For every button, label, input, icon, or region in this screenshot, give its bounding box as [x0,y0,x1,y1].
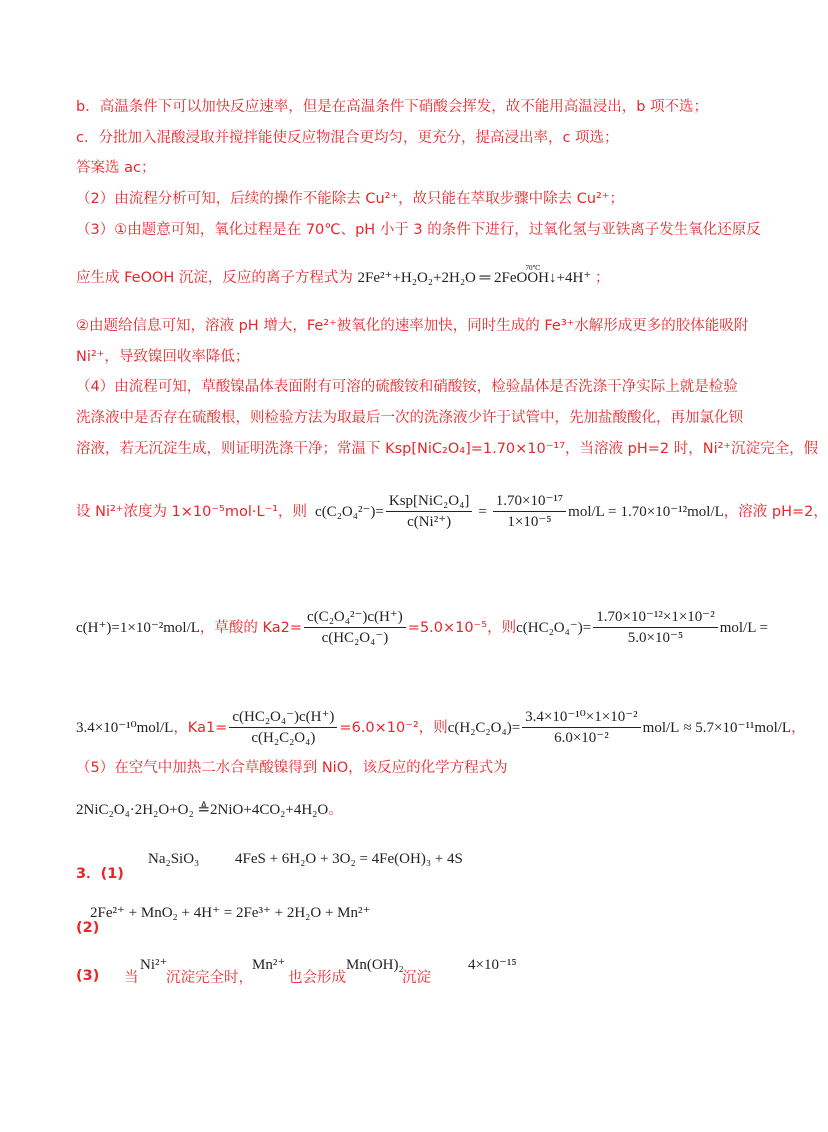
s3-3-b: 沉淀完全时， [166,970,253,986]
q4e-f1-num: c(C₂O₄²⁻)c(H⁺) [304,608,406,628]
s3-3-mn: Mn²⁺ [252,957,286,973]
line-q3d: Ni²⁺，导致镍回收率降低； [76,349,250,365]
q4f-t1: ，Ka1= [173,719,228,736]
s3-3-a: 当 [124,970,139,986]
s3-3-value: 4×10⁻¹⁵ [468,957,517,973]
line-q3a: （3）①由题意可知，氧化过程是在 70℃、pH 小于 3 的条件下进行，过氧化氢与亚铁离子发生氧化还原反 [76,222,761,238]
q4d-f2-den: 1×10⁻⁵ [507,514,552,530]
q4e-f2-den: 5.0×10⁻⁵ [627,630,684,646]
line-q4c: 溶液，若无沉淀生成，则证明洗涤干净；常温下 Ksp[NiC₂O₄]=1.70×10⁻¹⁷，当溶液 pH=2 时，Ni²⁺沉淀完全，假 [76,441,819,457]
q3b-condition: 70℃ [525,264,541,272]
q4d-f1-num: Ksp[NiC₂O₄] [386,492,472,512]
line-q4f [76,708,806,747]
s3-3-mnoh: Mn(OH)₂ [346,957,404,973]
q4f-fraction-1 [229,708,337,747]
line-q4a: （4）由流程可知，草酸镍晶体表面附有可溶的硫酸铵和硝酸铵，检验晶体是否洗涤干净实际上就是检验 [76,379,738,395]
s3-3-d: 沉淀 [402,970,431,986]
line-q5-eq [76,800,343,820]
s3-3-ni: Ni²⁺ [140,957,168,973]
q4d-f2-num: 1.70×10⁻¹⁷ [493,492,566,512]
q4f-value: 3.4×10⁻¹⁰mol/L [76,719,174,736]
q3b-end: ； [594,270,610,286]
line-q3c: ②由题给信息可知，溶液 pH 增大，Fe²⁺被氧化的速率加快，同时生成的 Fe³⁺水解形成更多的胶体能吸附 [76,318,749,334]
q3b-text: 应生成 FeOOH 沉淀，反应的离子方程式为 [76,270,353,286]
q4d-unit: mol/L = [568,503,617,520]
q4f-unit: mol/L [642,719,680,736]
line-q5: （5）在空气中加热二水合草酸镍得到 NiO，该反应的化学方程式为 [76,760,508,776]
s3-3-c: 也会形成 [288,970,346,986]
q4e-f2-num: 1.70×10⁻¹²×1×10⁻² [593,608,717,628]
line-c: c．分批加入混酸浸取并搅拌能使反应物混合更均匀，更充分，提高浸出率，c 项选； [76,130,619,146]
q4d-fraction-2 [493,492,566,531]
s3-a: Na₂SiO₃ [148,851,200,867]
q4f-result: ≈ 5.7×10⁻¹¹mol/L [683,719,792,736]
q3b-equation [357,264,595,286]
line-answer: 答案选 ac； [76,160,156,176]
q4e-t2: =5.0×10⁻⁵，则 [407,619,517,636]
q4d-lhs: c(C₂O₄²⁻)= [315,503,384,520]
q4e-lhs: c(HC₂O₄⁻)= [516,619,592,636]
q4e-t1: ，草酸的 Ka2= [199,619,303,636]
q4f-f1-den: c(H₂C₂O₄) [251,730,316,746]
q4f-f2-den: 6.0×10⁻² [554,730,609,746]
q4f-end: ， [791,719,806,736]
s3-2-number: (2) [76,920,100,936]
q4e-f1-den: c(HC₂O₄⁻) [321,630,389,646]
q4e-fraction-2 [593,608,717,647]
q4e-ch: c(H⁺)=1×10⁻²mol/L [76,619,200,636]
line-q4d: 设 Ni²⁺浓度为 1×10⁻⁵mol·L⁻¹，则 c(C₂O₄²⁻)= $\frac{\text{Ksp[NiC₂O₄]}}{\text{c(Ni²⁺)}}$ = $\frac{\text{1.70×10⁻¹⁷}}{\text{1×10⁻⁵}}$ mol/L = 1.70×10⁻¹²mol/L ，溶液 pH=2， [76,493,828,530]
q5-equation: 2NiC₂O₄·2H₂O+O₂ ≜2NiO+4CO₂+4H₂O [76,802,329,818]
q4e-fraction-1 [304,608,406,647]
q4f-fraction-2 [522,708,640,747]
line-q3b [76,264,610,288]
q3b-eq-text: 2Fe²⁺+H₂O₂+2H₂O ═ 2FeOOH↓+4H⁺ [357,270,592,286]
q4d-fraction-1 [386,492,472,531]
q4d-end: ，溶液 pH=2， [723,503,828,520]
line-q4b: 洗涤液中是否存在硫酸根，则检验方法为取最后一次的洗涤液少许于试管中，先加盐酸酸化，再加氯化钡 [76,410,743,426]
s3-number: 3．(1) [76,866,124,882]
q4e-unit: mol/L = [719,619,769,636]
s3-2-equation: 2Fe²⁺ + MnO₂ + 4H⁺ = 2Fe³⁺ + 2H₂O + Mn²⁺ [90,905,371,921]
q4d-text: 设 Ni²⁺浓度为 1×10⁻⁵mol·L⁻¹，则 [76,503,308,520]
q4d-result: 1.70×10⁻¹²mol/L [620,503,724,520]
q4f-t2: =6.0×10⁻²，则 [339,719,448,736]
line-q4e [76,608,768,647]
line-q2: （2）由流程分析可知，后续的操作不能除去 Cu²⁺，故只能在萃取步骤中除去 Cu²⁺； [76,191,625,207]
q4f-lhs: c(H₂C₂O₄)= [447,719,521,736]
s3-3-number: (3) [76,968,100,984]
s3-b: 4FeS + 6H₂O + 3O₂ = 4Fe(OH)₃ + 4S [235,851,463,867]
q4f-f2-num: 3.4×10⁻¹⁰×1×10⁻² [522,708,640,728]
q4f-f1-num: c(HC₂O₄⁻)c(H⁺) [229,708,337,728]
line-b: b．高温条件下可以加快反应速率，但是在高温条件下硝酸会挥发，故不能用高温浸出，b 项不选； [76,99,709,115]
q5-end: 。 [328,802,343,818]
q4d-f1-den: c(Ni²⁺) [407,514,452,530]
